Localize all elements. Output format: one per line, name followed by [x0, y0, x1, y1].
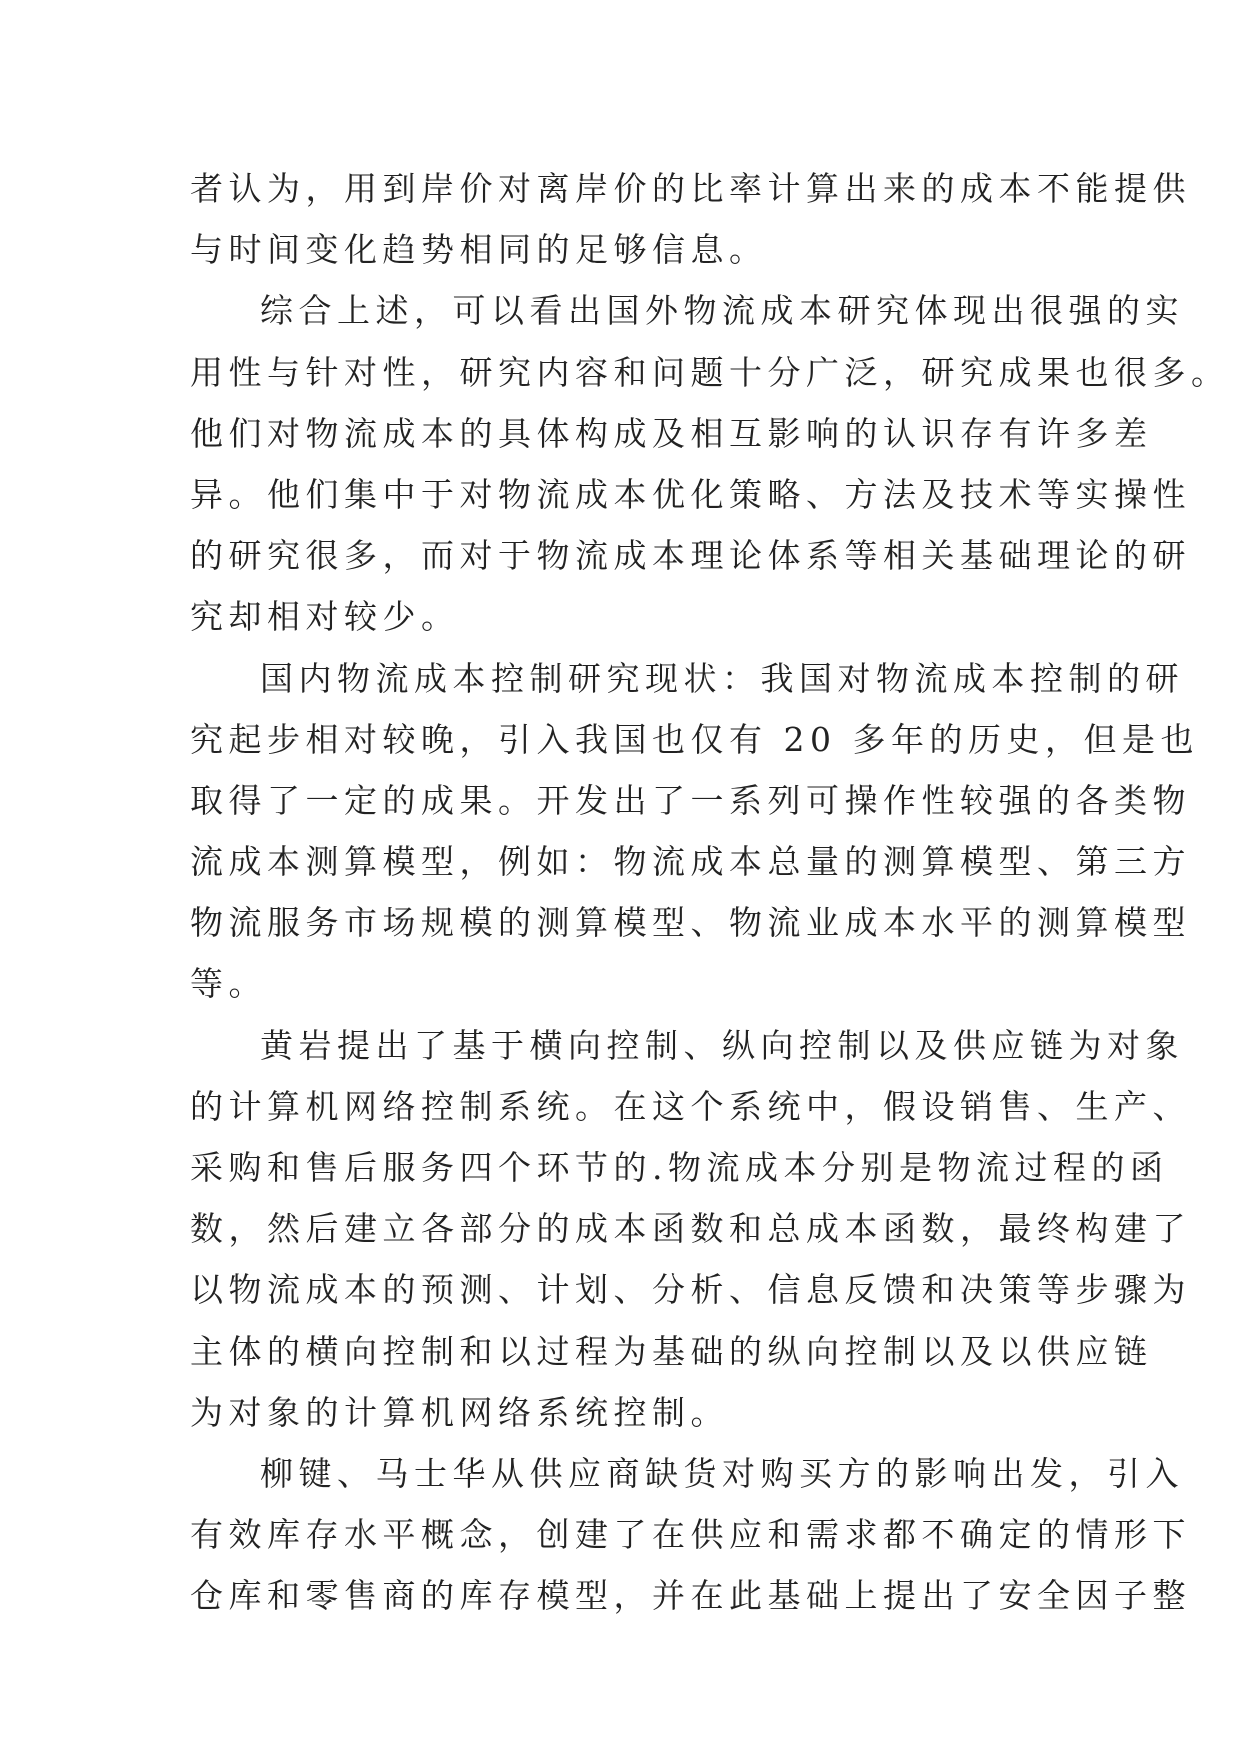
document-body [190, 158, 1230, 1627]
text-line: 者认为，用到岸价对离岸价的比率计算出来的成本不能提供 [190, 169, 1191, 208]
text-line: 取得了一定的成果。开发出了一系列可操作性较强的各类物 [190, 780, 1191, 820]
paragraph [190, 1015, 1191, 1443]
text-line: 他们对物流成本的具体构成及相互影响的认识存有许多差 [190, 413, 1153, 453]
text-line: 为对象的计算机网络系统控制。 [190, 1392, 729, 1432]
text-line: 数，然后建立各部分的成本函数和总成本函数，最终构建了 [190, 1209, 1191, 1249]
text-line: 柳键、马士华从供应商缺货对购买方的影响出发，引入 [260, 1453, 1184, 1493]
paragraph [190, 648, 1199, 1015]
text-line: 仓库和零售商的库存模型，并在此基础上提出了安全因子整 [190, 1576, 1191, 1616]
text-line: 的研究很多，而对于物流成本理论体系等相关基础理论的研 [190, 536, 1191, 576]
text-line: 以物流成本的预测、计划、分析、信息反馈和决策等步骤为 [190, 1270, 1191, 1310]
text-line: 物流服务市场规模的测算模型、物流业成本水平的测算模型 [190, 903, 1191, 943]
text-line: 黄岩提出了基于横向控制、纵向控制以及供应链为对象 [260, 1025, 1184, 1065]
text-line: 异。他们集中于对物流成本优化策略、方法及技术等实操性 [190, 474, 1191, 514]
text-line: 究却相对较少。 [190, 597, 460, 637]
text-line: 等。 [190, 964, 267, 1004]
paragraph [190, 158, 1191, 280]
text-line: 流成本测算模型，例如：物流成本总量的测算模型、第三方 [190, 842, 1191, 882]
text-line: 采购和售后服务四个环节的.物流成本分别是物流过程的函 [190, 1148, 1169, 1187]
text-line: 主体的横向控制和以过程为基础的纵向控制以及以供应链 [190, 1331, 1153, 1371]
text-line: 有效库存水平概念，创建了在供应和需求都不确定的情形下 [190, 1515, 1191, 1555]
text-line: 究起步相对较晚，引入我国也仅有 20 多年的历史，但是也 [190, 719, 1199, 759]
text-line: 的计算机网络控制系统。在这个系统中，假设销售、生产、 [190, 1086, 1191, 1126]
text-line: 与时间变化趋势相同的足够信息。 [190, 230, 768, 270]
text-line: 用性与针对性，研究内容和问题十分广泛，研究成果也很多。 [190, 352, 1230, 392]
text-line: 综合上述，可以看出国外物流成本研究体现出很强的实 [260, 291, 1184, 331]
text-line: 国内物流成本控制研究现状：我国对物流成本控制的研 [260, 658, 1184, 698]
paragraph [190, 1443, 1191, 1627]
paragraph [190, 280, 1230, 647]
